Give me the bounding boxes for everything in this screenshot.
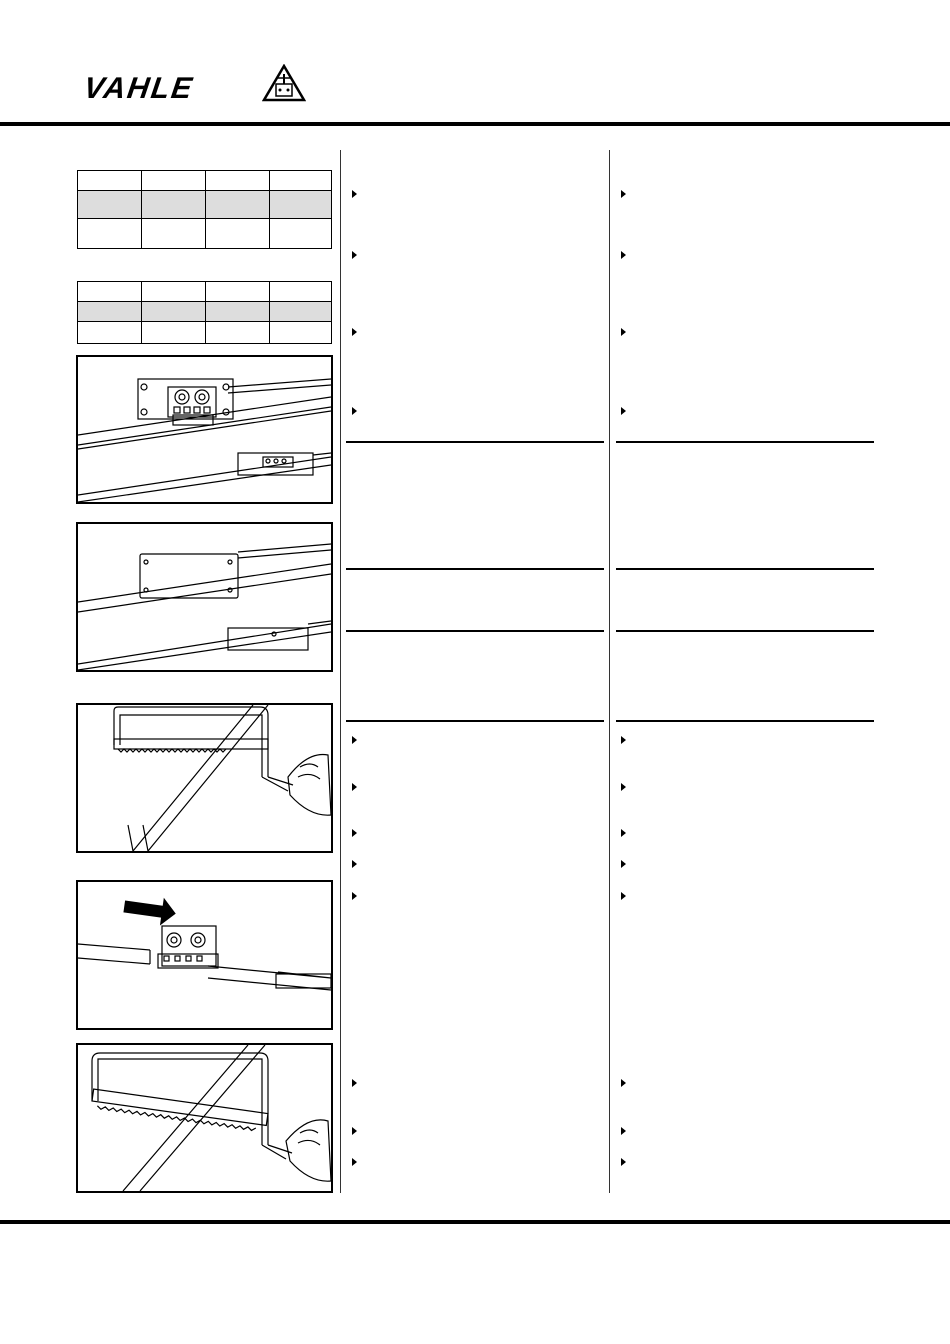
bullet-icon: [352, 328, 357, 336]
bullet-icon: [352, 860, 357, 868]
bullet-icon: [621, 407, 626, 415]
bullet-icon: [621, 1127, 626, 1135]
brand-logo-text: VAHLE: [81, 72, 196, 105]
section-rule: [346, 441, 604, 443]
section-rule: [616, 720, 874, 722]
spec-table-1: [77, 170, 332, 249]
section-rule: [616, 630, 874, 632]
section-rule: [616, 441, 874, 443]
section-rule: [616, 568, 874, 570]
bullet-icon: [621, 1079, 626, 1087]
bullet-icon: [621, 829, 626, 837]
bullet-icon: [352, 1079, 357, 1087]
header-rule: [0, 122, 950, 126]
spec-table-2: [77, 281, 332, 344]
bullet-icon: [621, 1158, 626, 1166]
figure-connector-open: [76, 355, 333, 504]
bullet-icon: [621, 892, 626, 900]
bullet-icon: [621, 783, 626, 791]
column-divider-left: [340, 150, 341, 1193]
bullet-icon: [352, 407, 357, 415]
bullet-icon: [621, 860, 626, 868]
column-divider-right: [609, 150, 610, 1193]
bullet-icon: [352, 190, 357, 198]
figure-saw-cut-rail-2: [76, 1043, 333, 1193]
figure-insert-connector: [76, 880, 333, 1030]
section-rule: [346, 720, 604, 722]
figure-connector-closed: [76, 522, 333, 672]
bullet-icon: [352, 251, 357, 259]
bullet-icon: [352, 783, 357, 791]
section-rule: [346, 630, 604, 632]
brand-logo-icon: [262, 64, 306, 107]
bullet-icon: [621, 190, 626, 198]
bullet-icon: [352, 736, 357, 744]
figure-saw-cut-rail: [76, 703, 333, 853]
bullet-icon: [352, 829, 357, 837]
bullet-icon: [621, 251, 626, 259]
bullet-icon: [352, 1158, 357, 1166]
section-rule: [346, 568, 604, 570]
bullet-icon: [621, 328, 626, 336]
bullet-icon: [352, 892, 357, 900]
footer-rule: [0, 1220, 950, 1224]
bullet-icon: [621, 736, 626, 744]
bullet-icon: [352, 1127, 357, 1135]
